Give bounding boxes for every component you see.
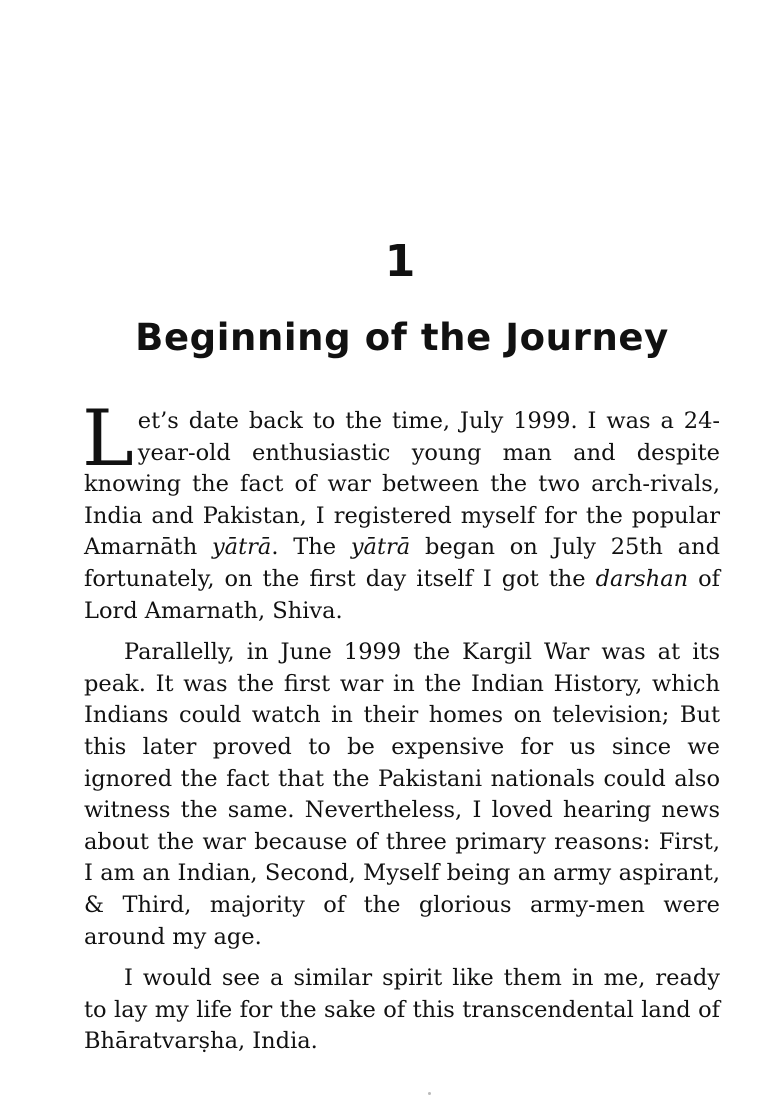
paragraph-1-text: . The	[271, 534, 351, 561]
paragraph-1-text: et’s date back to the time, July 1999. I was a 24-year-old enthusiastic young man and despite knowing the fact of war between the two arch-rivals, India and Pakistan, I registered myself for the popular Amarnāth	[84, 408, 720, 561]
paragraph-3: I would see a similar spirit like them in me, ready to lay my life for the sake of this transcendental land of Bhāratvarṣha, India.	[84, 965, 720, 1055]
chapter-title: Beginning of the Journey	[135, 316, 669, 359]
paragraph-2: Parallelly, in June 1999 the Kargil War was at its peak. It was the first war in the Indian History, which Indians could watch in their homes on television; But this later proved to be expensive for us since we ignored the fact that the Pakistani nationals could also witness the same. Nevertheless, I loved hearing news about the war because of three primary reasons: First, I am an Indian, Second, Myself being an army aspirant, & Third, majority of the glorious army-men were around my age.	[84, 639, 720, 950]
paragraph-1-italic-yatra: yātrā	[350, 534, 411, 561]
chapter-number: 1	[384, 236, 416, 287]
drop-cap: L	[82, 394, 134, 484]
chapter-body	[82, 394, 720, 1058]
paragraph-1-italic-darshan: darshan	[595, 565, 689, 592]
paragraph-1	[82, 394, 720, 627]
paragraph-1-text: of Lord Amarnath, Shiva.	[84, 565, 720, 624]
paragraph-1-text: began on July 25th and fortunately, on the first day itself I got the	[84, 534, 720, 592]
paragraph-1-italic-yatra: yātrā	[211, 534, 272, 561]
page-speck	[428, 1092, 431, 1095]
